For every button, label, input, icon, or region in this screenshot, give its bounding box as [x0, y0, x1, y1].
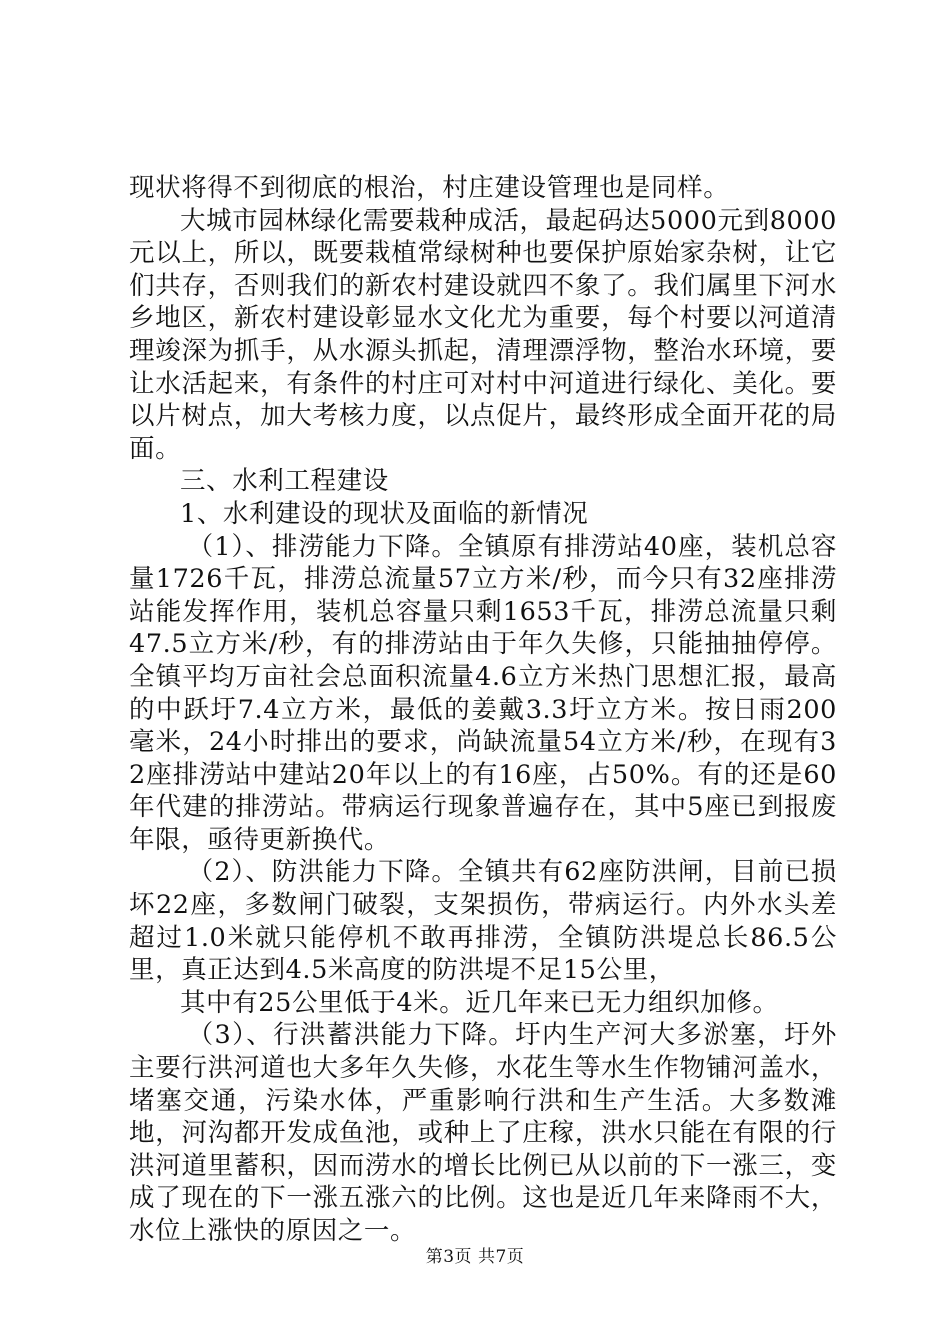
paragraph-flood-storage: （3）、行洪蓄洪能力下降。圩内生产河大多淤塞，圩外主要行洪河道也大多年久失修，水花生等水生作物铺河盖水，堵塞交通，污染水体，严重影响行洪和生产生活。大多数滩地，河沟都开发成鱼池，或种上了庄稼，洪水只能在有限的行洪河道里蓄积，因而涝水的增长比例已从以前的下一涨三，变成了现在的下一涨五涨六的比例。这也是近几年来降雨不大，水位上涨快的原因之一。	[129, 1020, 837, 1246]
paragraph-flood-control-cont: 其中有25公里低于4米。近几年来已无力组织加修。	[180, 987, 779, 1018]
paragraph-flood-control: （2）、防洪能力下降。全镇共有62座防洪闸，目前已损坏22座，多数闸门破裂，支架损伤，带病运行。内外水头差超过1.0米就只能停机不敢再排涝，全镇防洪堤总长86.5公里，真正达到4.5米高度的防洪堤不足15公里，	[129, 857, 837, 986]
paragraph-landscaping: 大城市园林绿化需要栽种成活，最起码达5000元到8000元以上，所以，既要栽植常绿树种也要保护原始家杂树，让它们共存，否则我们的新农村建设就四不象了。我们属里下河水乡地区，新农村建设彰显水文化尤为重要，每个村要以河道清理竣深为抓手，从水源头抓起，清理漂浮物，整治水环境，要让水活起来，有条件的村庄可对村中河道进行绿化、美化。要以片树点，加大考核力度，以点促片，最终形成全面开花的局面。	[129, 205, 837, 464]
subsection-heading-status: 1、水利建设的现状及面临的新情况	[180, 498, 589, 529]
document-body	[129, 172, 837, 1248]
section-heading-water-works: 三、水利工程建设	[180, 466, 389, 497]
paragraph-drainage-capacity: （1）、排涝能力下降。全镇原有排涝站40座，装机总容量1726千瓦，排涝总流量57立方米/秒，而今只有32座排涝站能发挥作用，装机总容量只剩1653千瓦，排涝总流量只剩47.5立方米/秒，有的排涝站由于年久失修，只能抽抽停停。全镇平均万亩社会总面积流量4.6立方米热门思想汇报，最高的中跃圩7.4立方米，最低的姜戴3.3圩立方米。按日雨200毫米，24小时排出的要求，尚缺流量54立方米/秒，在现有32座排涝站中建站20年以上的有16座，占50%。有的还是60年代建的排涝站。带病运行现象普遍存在，其中5座已到报废年限，亟待更新换代。	[129, 531, 837, 855]
paragraph-continuation: 现状将得不到彻底的根治，村庄建设管理也是同样。	[129, 173, 730, 203]
page-number-footer: 第3页 共7页	[425, 1247, 525, 1267]
